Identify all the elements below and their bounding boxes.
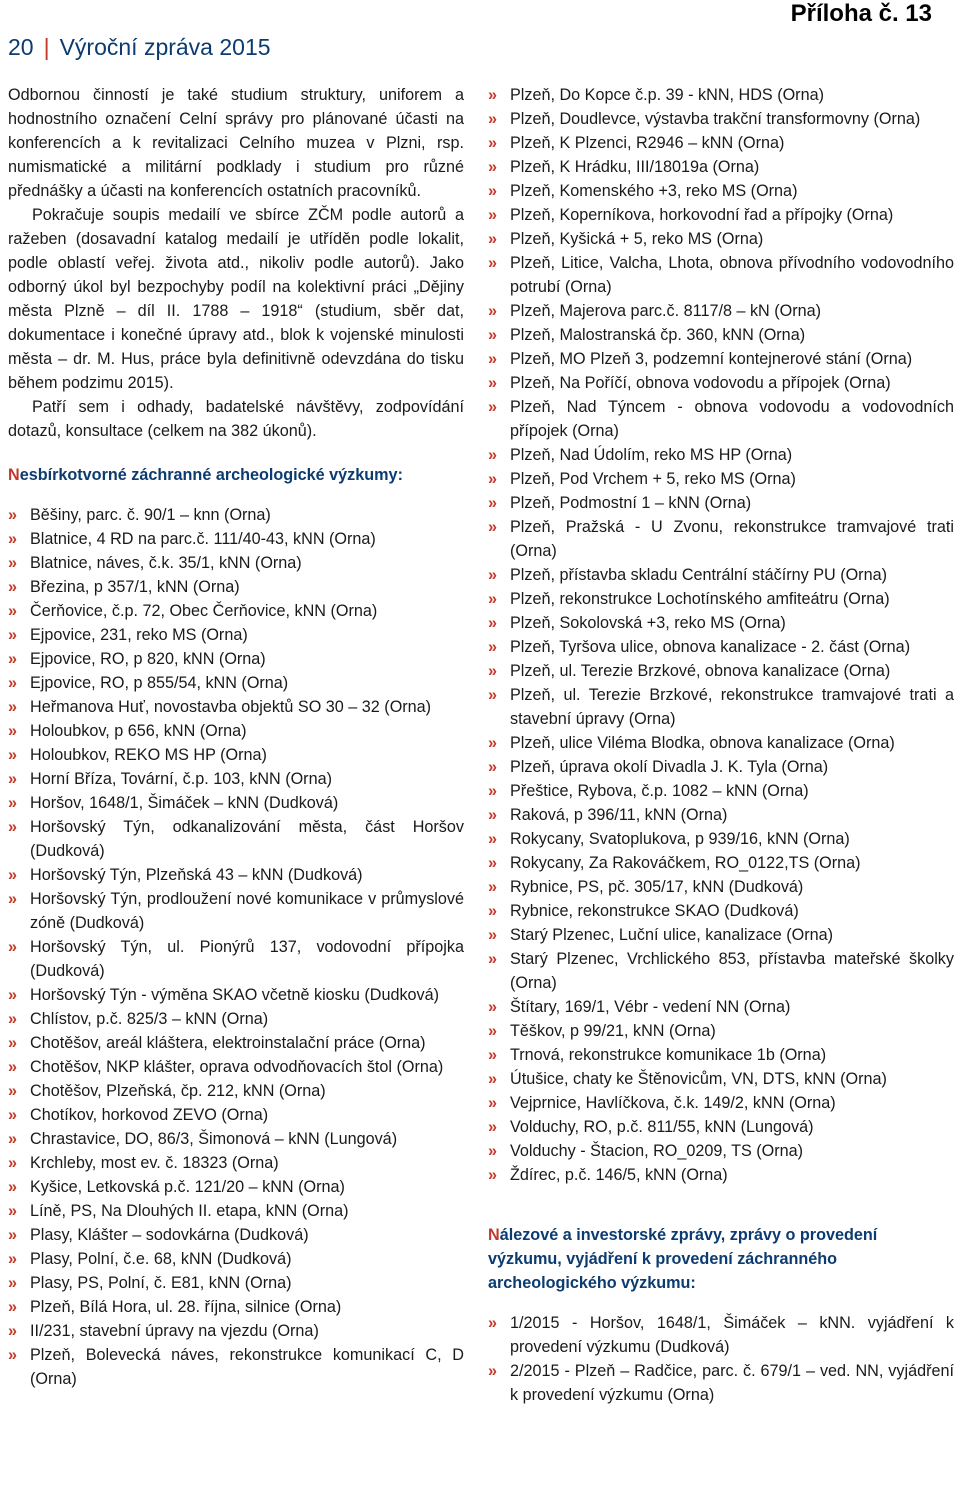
page-number: 20 (8, 34, 34, 60)
list-item: » Raková, p 396/11, kNN (Orna) (488, 803, 954, 827)
heading-text: álezové a investorské zprávy, zprávy o provedení výzkumu, vyjádření k provedení záchranného archeologického výzkumu: (488, 1226, 878, 1292)
intro-paragraph: Patří sem i odhady, badatelské návštěvy, zodpovídání dotazů, konsultace (celkem na 382 úkonů). (8, 398, 464, 440)
list-item: » Horšovský Týn, odkanalizování města, část Horšov (Dudková) (8, 815, 464, 863)
list-item: » Plzeň, Litice, Valcha, Lhota, obnova přívodního vodovodního potrubí (Orna) (488, 251, 954, 299)
list-item: » Trnová, rekonstrukce komunikace 1b (Orna) (488, 1043, 954, 1067)
left-column (8, 83, 464, 1391)
list-item: » Plzeň, ul. Terezie Brzkové, obnova kanalizace (Orna) (488, 659, 954, 683)
list-item: » Plzeň, Doudlevce, výstavba trakční transformovny (Orna) (488, 107, 954, 131)
list-item: » 1/2015 - Horšov, 1648/1, Šimáček – kNN. vyjádření k provedení výzkumu (Dudková) (488, 1311, 954, 1359)
list-item: » Holoubkov, p 656, kNN (Orna) (8, 719, 464, 743)
list-item: » Plzeň, MO Plzeň 3, podzemní kontejnerové stání (Orna) (488, 347, 954, 371)
list-item: » Horšovský Týn, ul. Pionýrů 137, vodovodní přípojka (Dudková) (8, 935, 464, 983)
list-item: » Plzeň, Pod Vrchem + 5, reko MS (Orna) (488, 467, 954, 491)
list-item: » Horšovský Týn, prodloužení nové komunikace v průmyslové zóně (Dudková) (8, 887, 464, 935)
attachment-label: Příloha č. 13 (790, 0, 932, 27)
list-item: » Chlístov, p.č. 825/3 – kNN (Orna) (8, 1007, 464, 1031)
list-item: » Rokycany, Svatoplukova, p 939/16, kNN (Orna) (488, 827, 954, 851)
list-item: » Plzeň, K Hrádku, III/18019a (Orna) (488, 155, 954, 179)
list-item: » Plzeň, Malostranská čp. 360, kNN (Orna) (488, 323, 954, 347)
right-column (488, 83, 954, 1407)
list-item: » Čerňovice, č.p. 72, Obec Čerňovice, kNN (Orna) (8, 599, 464, 623)
list-item: » Plzeň, Na Poříčí, obnova vodovodu a přípojek (Orna) (488, 371, 954, 395)
list-item: » Plasy, PS, Polní, č. E81, kNN (Orna) (8, 1271, 464, 1295)
list-item: » 2/2015 - Plzeň – Radčice, parc. č. 679/1 – ved. NN, vyjádření k provedení výzkumu (Orna) (488, 1359, 954, 1407)
list-item: » Plzeň, rekonstrukce Lochotínského amfiteátru (Orna) (488, 587, 954, 611)
list-item: » Březina, p 357/1, kNN (Orna) (8, 575, 464, 599)
list-item: » Plasy, Polní, č.e. 68, kNN (Dudková) (8, 1247, 464, 1271)
list-item: » Plzeň, úprava okolí Divadla J. K. Tyla (Orna) (488, 755, 954, 779)
list-item: » Blatnice, náves, č.k. 35/1, kNN (Orna) (8, 551, 464, 575)
list-item: » Volduchy, RO, p.č. 811/55, kNN (Lungová) (488, 1115, 954, 1139)
heading-initial: N (488, 1226, 500, 1244)
list-item: » Chotěšov, Plzeňská, čp. 212, kNN (Orna) (8, 1079, 464, 1103)
list-item: » Plzeň, Koperníkova, horkovodní řad a přípojky (Orna) (488, 203, 954, 227)
list-item: » Plzeň, Podmostní 1 – kNN (Orna) (488, 491, 954, 515)
list-item: » Plzeň, Do Kopce č.p. 39 - kNN, HDS (Orna) (488, 83, 954, 107)
list-item: » Plzeň, Nad Údolím, reko MS HP (Orna) (488, 443, 954, 467)
list-item: » Starý Plzenec, Vrchlického 853, přístavba mateřské školky (Orna) (488, 947, 954, 995)
list-item: » Přeštice, Rybova, č.p. 1082 – kNN (Orna) (488, 779, 954, 803)
list-item: » Blatnice, 4 RD na parc.č. 111/40-43, kNN (Orna) (8, 527, 464, 551)
list-item: » Plzeň, K Plzenci, R2946 – kNN (Orna) (488, 131, 954, 155)
list-item: » Volduchy - Štacion, RO_0209, TS (Orna) (488, 1139, 954, 1163)
page-header (8, 34, 271, 61)
list-item: » Heřmanova Huť, novostavba objektů SO 30 – 32 (Orna) (8, 695, 464, 719)
list-item: » Líně, PS, Na Dlouhých II. etapa, kNN (Orna) (8, 1199, 464, 1223)
section-heading-rescue-excavations (8, 463, 464, 487)
list-item: » Plzeň, ul. Terezie Brzkové, rekonstrukce tramvajové trati a stavební úpravy (Orna) (488, 683, 954, 731)
list-item: » Plzeň, Bílá Hora, ul. 28. října, silnice (Orna) (8, 1295, 464, 1319)
list-item: » Horní Bříza, Tovární, č.p. 103, kNN (Orna) (8, 767, 464, 791)
list-item: » Plzeň, Tyršova ulice, obnova kanalizace - 2. část (Orna) (488, 635, 954, 659)
heading-initial: N (8, 466, 20, 484)
heading-text: esbírkotvorné záchranné archeologické výzkumy: (19, 466, 403, 484)
list-item: » Plzeň, Pražská - U Zvonu, rekonstrukce tramvajové trati (Orna) (488, 515, 954, 563)
list-item: » Ždírec, p.č. 146/5, kNN (Orna) (488, 1163, 954, 1187)
section-heading-reports (488, 1223, 954, 1295)
list-item: » Plzeň, Kyšická + 5, reko MS (Orna) (488, 227, 954, 251)
list-item: » Plzeň, Komenského +3, reko MS (Orna) (488, 179, 954, 203)
list-item: » Holoubkov, REKO MS HP (Orna) (8, 743, 464, 767)
list-item: » Ejpovice, RO, p 820, kNN (Orna) (8, 647, 464, 671)
list-item: » Plzeň, Nad Týncem - obnova vodovodu a vodovodních přípojek (Orna) (488, 395, 954, 443)
page-title: Výroční zpráva 2015 (59, 34, 271, 60)
list-item: » Krchleby, most ev. č. 18323 (Orna) (8, 1151, 464, 1175)
list-item: » Plasy, Klášter – sodovkárna (Dudková) (8, 1223, 464, 1247)
reports-list (488, 1311, 954, 1407)
list-item: » Ejpovice, 231, reko MS (Orna) (8, 623, 464, 647)
list-item: » Horšovský Týn, Plzeňská 43 – kNN (Dudková) (8, 863, 464, 887)
intro-paragraph: Odbornou činností je také studium struktury, uniforem a hodnostního označení Celní správy pro plánované účasti na konferencích a k revitalizaci Celního muzea v Plzni, rsp. numismatické a militární podklady i studium pro různé přednášky a účasti na konferencích ostatních pracovníků. (8, 86, 464, 200)
list-item: » Rybnice, PS, pč. 305/17, kNN (Dudková) (488, 875, 954, 899)
list-item: » Štítary, 169/1, Vébr - vedení NN (Orna) (488, 995, 954, 1019)
list-item: » Plzeň, ulice Viléma Blodka, obnova kanalizace (Orna) (488, 731, 954, 755)
list-item: » Ejpovice, RO, p 855/54, kNN (Orna) (8, 671, 464, 695)
excavation-list-right (488, 83, 954, 1187)
list-item: » Útušice, chaty ke Štěnovicům, VN, DTS, kNN (Orna) (488, 1067, 954, 1091)
list-item: » Rybnice, rekonstrukce SKAO (Dudková) (488, 899, 954, 923)
list-item: » Chotěšov, NKP klášter, oprava odvodňovacích štol (Orna) (8, 1055, 464, 1079)
list-item: » Rokycany, Za Rakováčkem, RO_0122,TS (Orna) (488, 851, 954, 875)
list-item: » Plzeň, přístavba skladu Centrální stáčírny PU (Orna) (488, 563, 954, 587)
list-item: » Kyšice, Letkovská p.č. 121/20 – kNN (Orna) (8, 1175, 464, 1199)
excavation-list-left (8, 503, 464, 1391)
list-item: » Starý Plzenec, Luční ulice, kanalizace (Orna) (488, 923, 954, 947)
list-item: » Horšov, 1648/1, Šimáček – kNN (Dudková) (8, 791, 464, 815)
list-item: » Vejprnice, Havlíčkova, č.k. 149/2, kNN (Orna) (488, 1091, 954, 1115)
header-divider: | (43, 34, 50, 60)
list-item: » Chotíkov, horkovod ZEVO (Orna) (8, 1103, 464, 1127)
list-item: » Plzeň, Majerova parc.č. 8117/8 – kN (Orna) (488, 299, 954, 323)
list-item: » Plzeň, Sokolovská +3, reko MS (Orna) (488, 611, 954, 635)
list-item: » Plzeň, Bolevecká náves, rekonstrukce komunikací C, D (Orna) (8, 1343, 464, 1391)
list-item: » II/231, stavební úpravy na vjezdu (Orna) (8, 1319, 464, 1343)
list-item: » Horšovský Týn - výměna SKAO včetně kiosku (Dudková) (8, 983, 464, 1007)
list-item: » Chrastavice, DO, 86/3, Šimonová – kNN (Lungová) (8, 1127, 464, 1151)
list-item: » Chotěšov, areál kláštera, elektroinstalační práce (Orna) (8, 1031, 464, 1055)
list-item: » Těškov, p 99/21, kNN (Orna) (488, 1019, 954, 1043)
list-item: » Běšiny, parc. č. 90/1 – knn (Orna) (8, 503, 464, 527)
intro-paragraph: Pokračuje soupis medailí ve sbírce ZČM podle autorů a ražeben (dosavadní katalog medailí je utříděn podle lokalit, podle oblastí veřej. života atd., nikoliv podle autorů). Jako odborný úkol byl bezpochyby podíl na kolektivní práci „Dějiny města Plzně – díl II. 1788 – 1918“ (studium, sběr dat, dokumentace i konečné úpravy atd., blok k vojenské minulosti města – dr. M. Hus, práce byla definitivně odevzdána do tisku během podzimu 2015). (8, 206, 464, 392)
